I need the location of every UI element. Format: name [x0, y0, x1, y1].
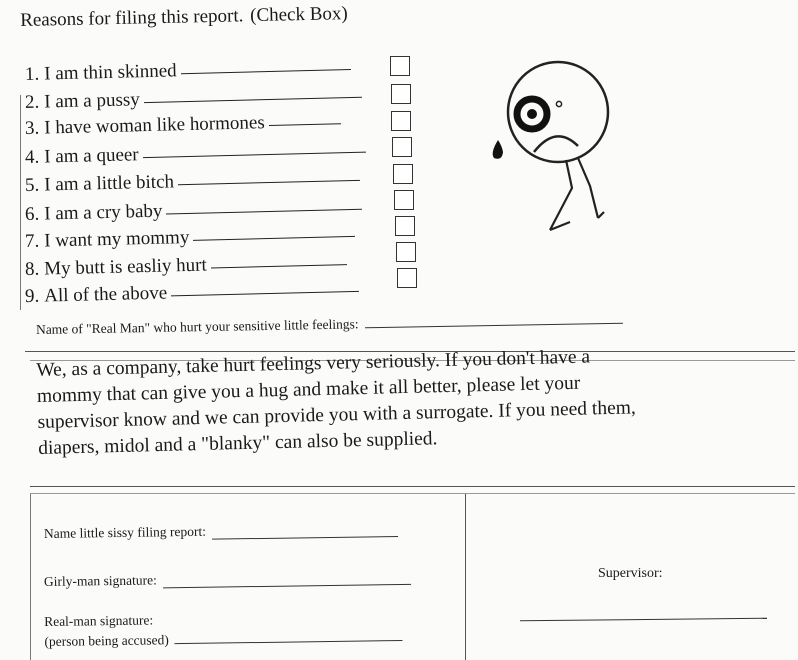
separator-bottom-2 [30, 493, 795, 494]
sad-face-icon [480, 60, 650, 240]
reason-text: My butt is easliy hurt [43, 254, 208, 280]
reason-text: I am a pussy [43, 89, 140, 113]
reason-text: I am a cry baby [43, 200, 163, 225]
reason-item-3: 3. I have woman like hormones [25, 110, 341, 140]
filer-name-field [44, 521, 398, 542]
reason-item-2: 2. I am a pussy [25, 84, 362, 114]
real-man-signature-input[interactable] [175, 632, 403, 644]
notice-line: diapers, midol and a "blanky" can also be supplied. [37, 428, 438, 459]
reason-checkbox-6[interactable] [394, 190, 414, 210]
reason-item-5: 5. I am a little bitch [25, 167, 360, 197]
reason-text: I am thin skinned [43, 60, 177, 85]
reason-checkbox-2[interactable] [391, 84, 411, 104]
reason-checkbox-3[interactable] [391, 111, 411, 131]
girly-man-signature-label: Girly-man signature: [43, 572, 157, 589]
reason-item-9: 9. All of the above [25, 278, 360, 308]
reason-checkbox-9[interactable] [397, 268, 417, 288]
girly-man-signature-input[interactable] [163, 576, 411, 588]
reason-item-8: 8. My butt is easliy hurt [25, 251, 347, 281]
notice-line: We, as a company, take hurt feelings very seriously. If you don't have a [36, 346, 591, 381]
notice-line: supervisor know and we can provide you with a surrogate. If you need them, [37, 397, 637, 433]
filer-name-label: Name little sissy filing report: [43, 523, 207, 541]
reason-checkbox-1[interactable] [390, 56, 410, 76]
girly-man-signature-field [44, 569, 411, 590]
real-man-name-label: Name of "Real Man" who hurt your sensitive little feelings: [35, 316, 359, 337]
reason-item-1: 1. I am thin skinned [25, 56, 351, 86]
form-title [20, 3, 348, 32]
supervisor-signature-input[interactable] [520, 618, 767, 622]
filer-name-input[interactable] [212, 528, 398, 540]
check-box-note: (Check Box) [249, 3, 348, 27]
reason-item-7: 7. I want my mommy [25, 223, 356, 253]
real-man-name-input[interactable] [364, 313, 622, 329]
title-text: Reasons for filing this report. [20, 5, 244, 31]
reason-text: I have woman like hormones [43, 112, 265, 139]
real-man-signature-sublabel: (person being accused) [44, 632, 169, 649]
panel-left-border [20, 95, 21, 310]
separator-bottom [30, 486, 795, 487]
real-man-name-field [36, 312, 623, 338]
reason-checkbox-4[interactable] [392, 137, 412, 157]
signature-divider [465, 494, 466, 660]
reason-item-4: 4. I am a queer [25, 139, 366, 169]
crying-face-illustration [480, 60, 650, 240]
real-man-signature-label: Real-man signature: [44, 612, 154, 629]
reason-text: I am a queer [43, 144, 139, 168]
supervisor-label: Supervisor: [598, 566, 663, 581]
reason-checkbox-5[interactable] [393, 164, 413, 184]
reason-text: I am a little bitch [43, 171, 175, 196]
reason-checkbox-8[interactable] [396, 242, 416, 262]
reason-checkbox-7[interactable] [395, 216, 415, 236]
real-man-signature-field [44, 607, 403, 652]
signature-left-border [30, 494, 31, 660]
reason-text: All of the above [43, 282, 168, 307]
reason-text: I want my mommy [43, 226, 190, 252]
notice-paragraph [36, 340, 778, 462]
reason-item-6: 6. I am a cry baby [25, 196, 363, 226]
notice-line: mommy that can give you a hug and make it all better, please let your [36, 372, 581, 407]
